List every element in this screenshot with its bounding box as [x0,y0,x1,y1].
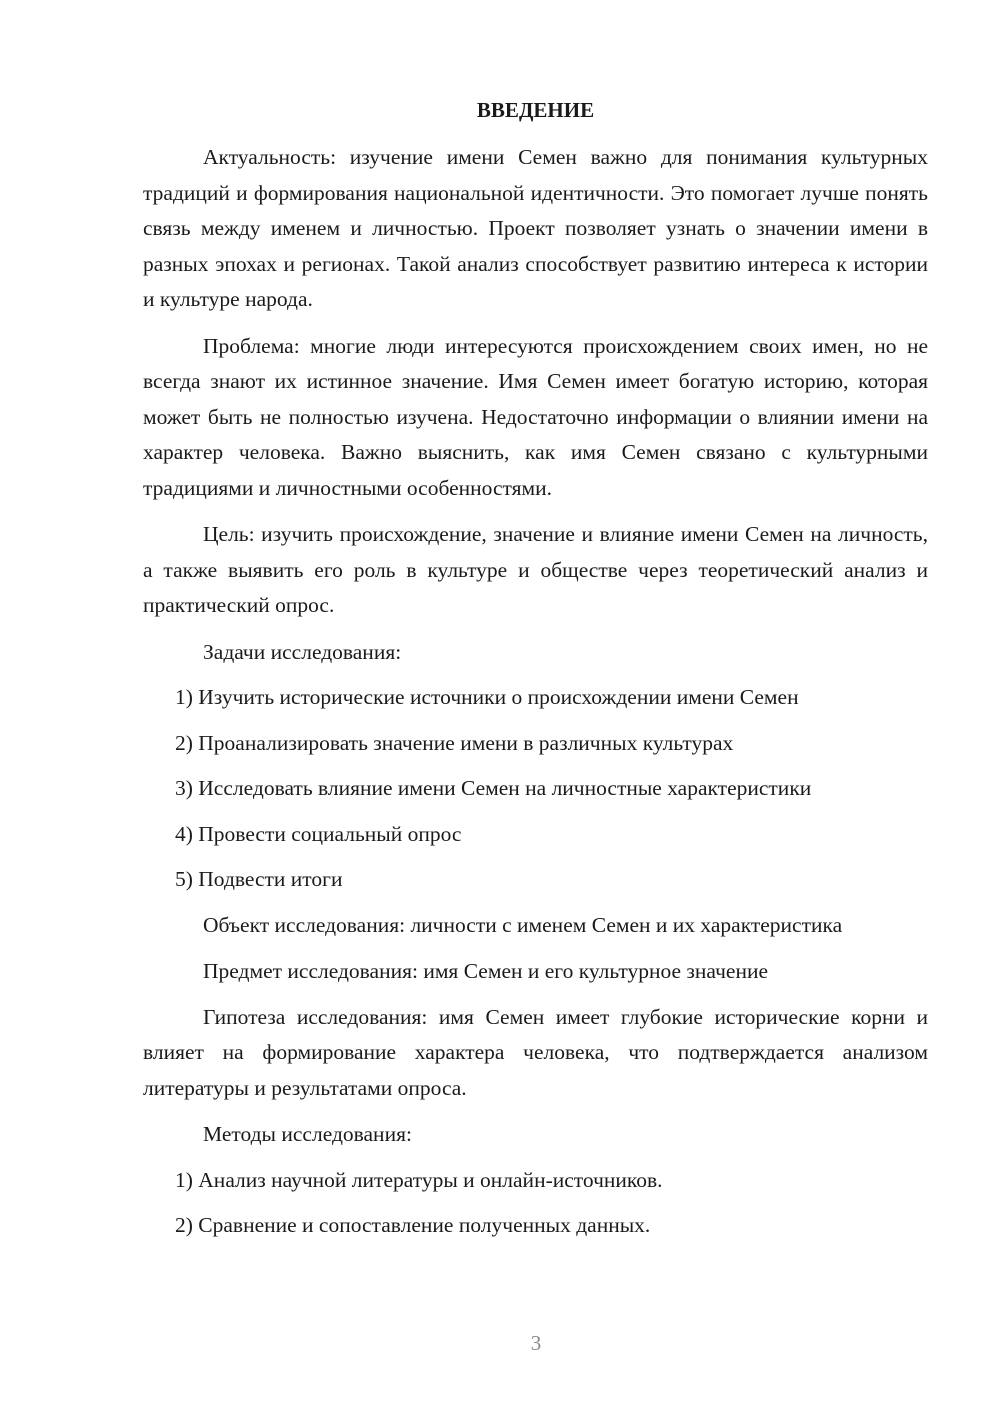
paragraph-subject: Предмет исследования: имя Семен и его культурное значение [203,959,769,983]
tasks-list [143,680,928,898]
paragraph-hypothesis: Гипотеза исследования: имя Семен имеет глубокие исторические корни и влияет на формирование характера человека, что подтверждается анализом литературы и результатами опроса. [143,1004,928,1100]
paragraph-goal: Цель: изучить происхождение, значение и влияние имени Семен на личность, а также выявить его роль в культуре и обществе через теоретический анализ и практический опрос. [143,522,928,617]
task-item: 2) Проанализировать значение имени в различных культурах [175,730,734,755]
task-item: 5) Подвести итоги [175,867,343,891]
page-number: 3 [530,1331,542,1355]
task-item: 1) Изучить исторические источники о происхождении имени Семен [175,685,799,709]
task-item: 4) Провести социальный опрос [175,821,462,846]
paragraph-relevance: Актуальность: изучение имени Семен важно для понимания культурных традиций и формирования национальной идентичности. Это помогает лучше понять связь между именем и личностью. Проект позволяет узнать о значении имени в разных эпохах и регионах. Такой анализ способствует развитию интереса к истории и культуре народа. [143,145,928,311]
paragraph-object: Объект исследования: личности с именем Семен и их характеристика [203,912,843,937]
page-content [143,93,928,1254]
methods-heading: Методы исследования: [203,1122,412,1146]
section-title: ВВЕДЕНИЕ [476,98,595,122]
methods-list [143,1163,928,1244]
task-item: 3) Исследовать влияние имени Семен на личностные характеристики [175,776,812,800]
method-item: 1) Анализ научной литературы и онлайн-источников. [175,1167,663,1192]
method-item: 2) Сравнение и сопоставление полученных данных. [175,1213,651,1237]
tasks-heading: Задачи исследования: [203,639,402,664]
paragraph-problem: Проблема: многие люди интересуются происхождением своих имен, но не всегда знают их истинное значение. Имя Семен имеет богатую историю, которая может быть не полностью изучена. Недостаточно информации о влиянии имени на характер человека. Важно выяснить, как имя Семен связано с культурными традициями и личностными особенностями. [143,333,928,500]
